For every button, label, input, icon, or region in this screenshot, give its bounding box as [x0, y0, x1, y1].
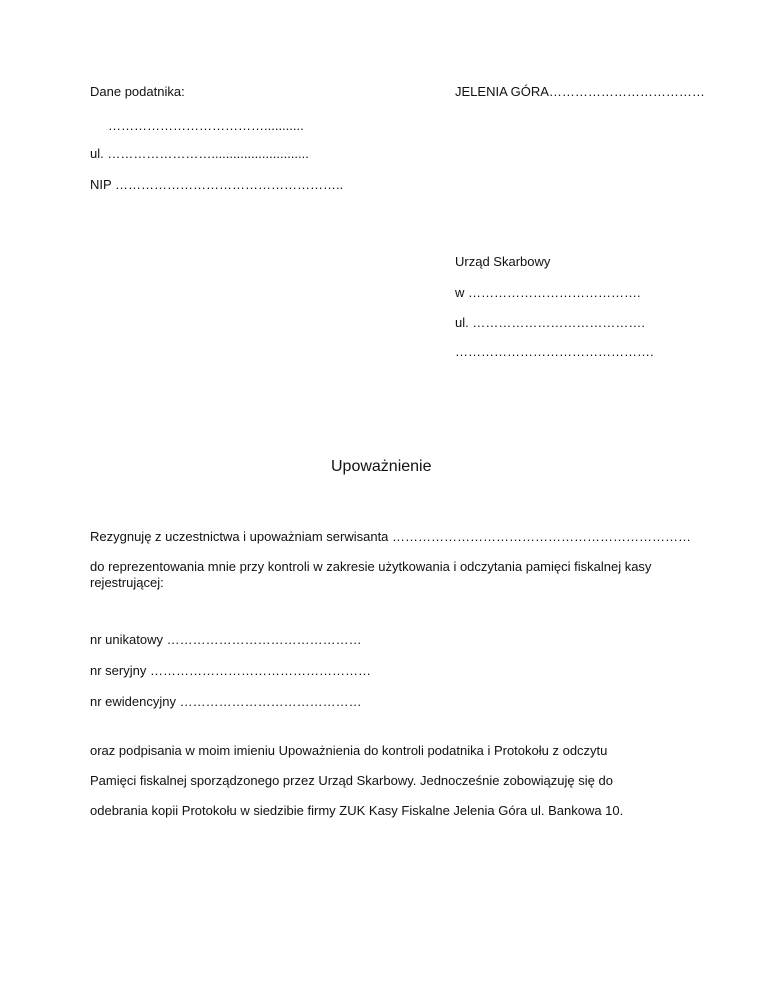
serial-number-line: nr seryjny ……………………………………………	[90, 663, 371, 678]
tax-office-extra-line: ……………………………………….	[455, 344, 654, 359]
closing-line-1: oraz podpisania w moim imieniu Upoważnienia do kontroli podatnika i Protokołu z odczytu	[90, 743, 608, 758]
authorization-paragraph-2: do reprezentowania mnie przy kontroli w zakresie użytkowania i odczytania pamięci fiskalnej kasy rejestrującej:	[90, 559, 652, 591]
tax-office-city-line: w ………………………………….	[455, 285, 641, 300]
city-date-line: JELENIA GÓRA………………………………	[455, 84, 705, 99]
taxpayer-street-line: ul. ……………………...........................	[90, 146, 309, 161]
unique-number-line: nr unikatowy ………………………………………	[90, 632, 362, 647]
tax-office-street-line: ul. ………………………………….	[455, 315, 645, 330]
authorization-paragraph-1: Rezygnuję z uczestnictwa i upoważniam serwisanta ……………………………………………………………	[90, 529, 692, 544]
closing-line-2: Pamięci fiskalnej sporządzonego przez Urząd Skarbowy. Jednocześnie zobowiązuję się do	[90, 773, 613, 788]
tax-office-title: Urząd Skarbowy	[455, 254, 551, 269]
taxpayer-name-line: ………………………………...........	[108, 118, 304, 133]
taxpayer-label: Dane podatnika:	[90, 84, 185, 99]
document-title: Upoważnienie	[331, 458, 432, 475]
registration-number-line: nr ewidencyjny ……………………………………	[90, 694, 362, 709]
closing-line-3: odebrania kopii Protokołu w siedzibie firmy ZUK Kasy Fiskalne Jelenia Góra ul. Bankowa 10.	[90, 803, 624, 818]
taxpayer-nip-line: NIP ……………………………………………..	[90, 177, 344, 192]
